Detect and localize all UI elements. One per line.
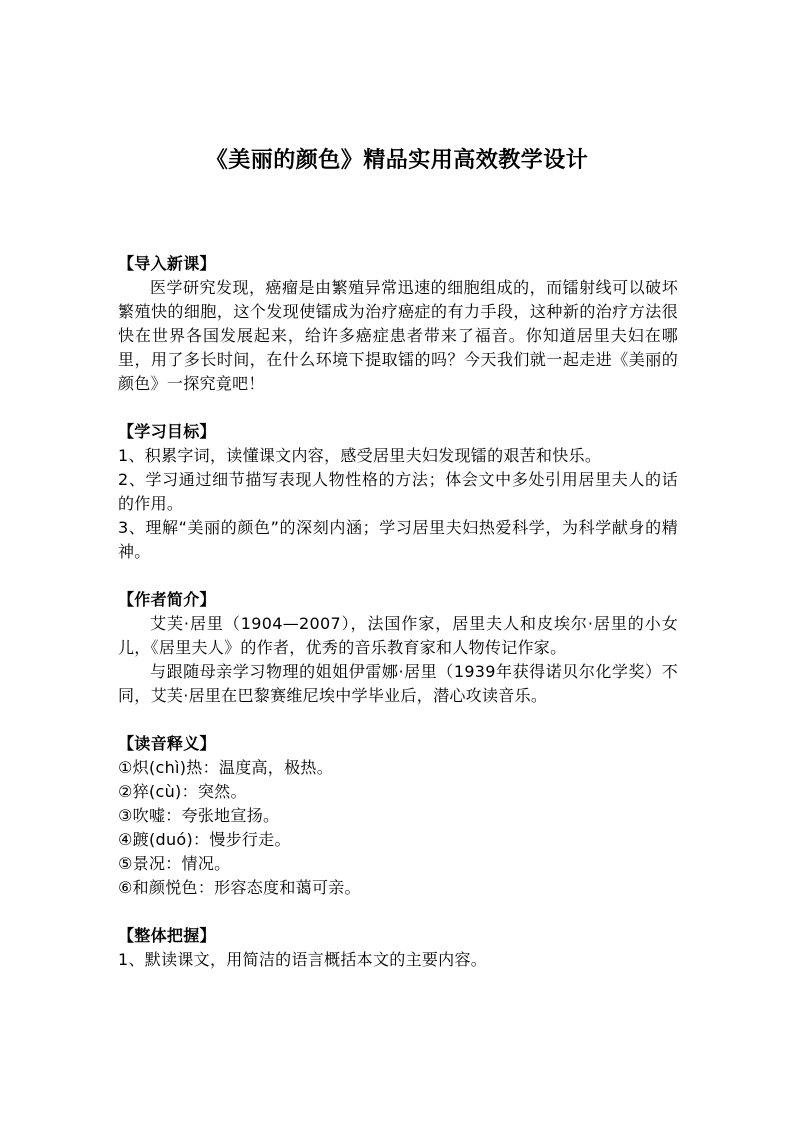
goal-item-3: 3、理解“美丽的颜色”的深刻内涵；学习居里夫妇热爱科学，为科学献身的精神。 — [118, 518, 678, 561]
section-heading-goals: 【学习目标】 — [118, 422, 216, 441]
section-heading-author: 【作者简介】 — [118, 590, 216, 609]
document-title: 《美丽的颜色》精品实用高效教学设计 — [205, 148, 589, 173]
author-paragraph-2: 与跟随母亲学习物理的姐姐伊雷娜·居里（1939年获得诺贝尔化学奖）不同，艾芙·居里在巴黎赛维尼埃中学毕业后，潜心攻读音乐。 — [118, 662, 678, 705]
author-paragraph-1: 艾芙·居里（1904—2007），法国作家，居里夫人和皮埃尔·居里的小女儿，《居里夫人》的作者，优秀的音乐教育家和人物传记作家。 — [118, 614, 678, 657]
vocab-item-5: ⑤景况：情况。 — [118, 854, 231, 873]
intro-paragraph: 医学研究发现，癌瘤是由繁殖异常迅速的细胞组成的，而镭射线可以破坏繁殖快的细胞，这个发现使镭成为治疗癌症的有力手段，这种新的治疗方法很快在世界各国发展起来，给许多癌症患者带来了福音。你知道居里夫妇在哪里，用了多长时间，在什么环境下提取镭的吗？今天我们就一起走进《美丽的颜色》一探究竟吧！ — [118, 278, 678, 393]
section-heading-intro: 【导入新课】 — [118, 254, 216, 273]
vocab-item-1: ①炽(chì)热：温度高，极热。 — [118, 758, 334, 777]
section-heading-vocab: 【读音释义】 — [118, 734, 216, 753]
overall-item-1: 1、默读课文，用简洁的语言概括本文的主要内容。 — [118, 950, 488, 969]
goal-item-1: 1、积累字词，读懂课文内容，感受居里夫妇发现镭的艰苦和快乐。 — [118, 446, 602, 465]
goal-item-2: 2、学习通过细节描写表现人物性格的方法；体会文中多处引用居里夫人的话的作用。 — [118, 470, 678, 513]
vocab-item-4: ④踱(duó)：慢步行走。 — [118, 830, 291, 849]
vocab-item-2: ②猝(cù)：突然。 — [118, 782, 247, 801]
document-body — [118, 252, 678, 972]
vocab-item-6: ⑥和颜悦色：形容态度和蔼可亲。 — [118, 878, 361, 897]
section-heading-overall: 【整体把握】 — [118, 926, 216, 945]
vocab-item-3: ③吹嘘：夸张地宣扬。 — [118, 806, 280, 825]
